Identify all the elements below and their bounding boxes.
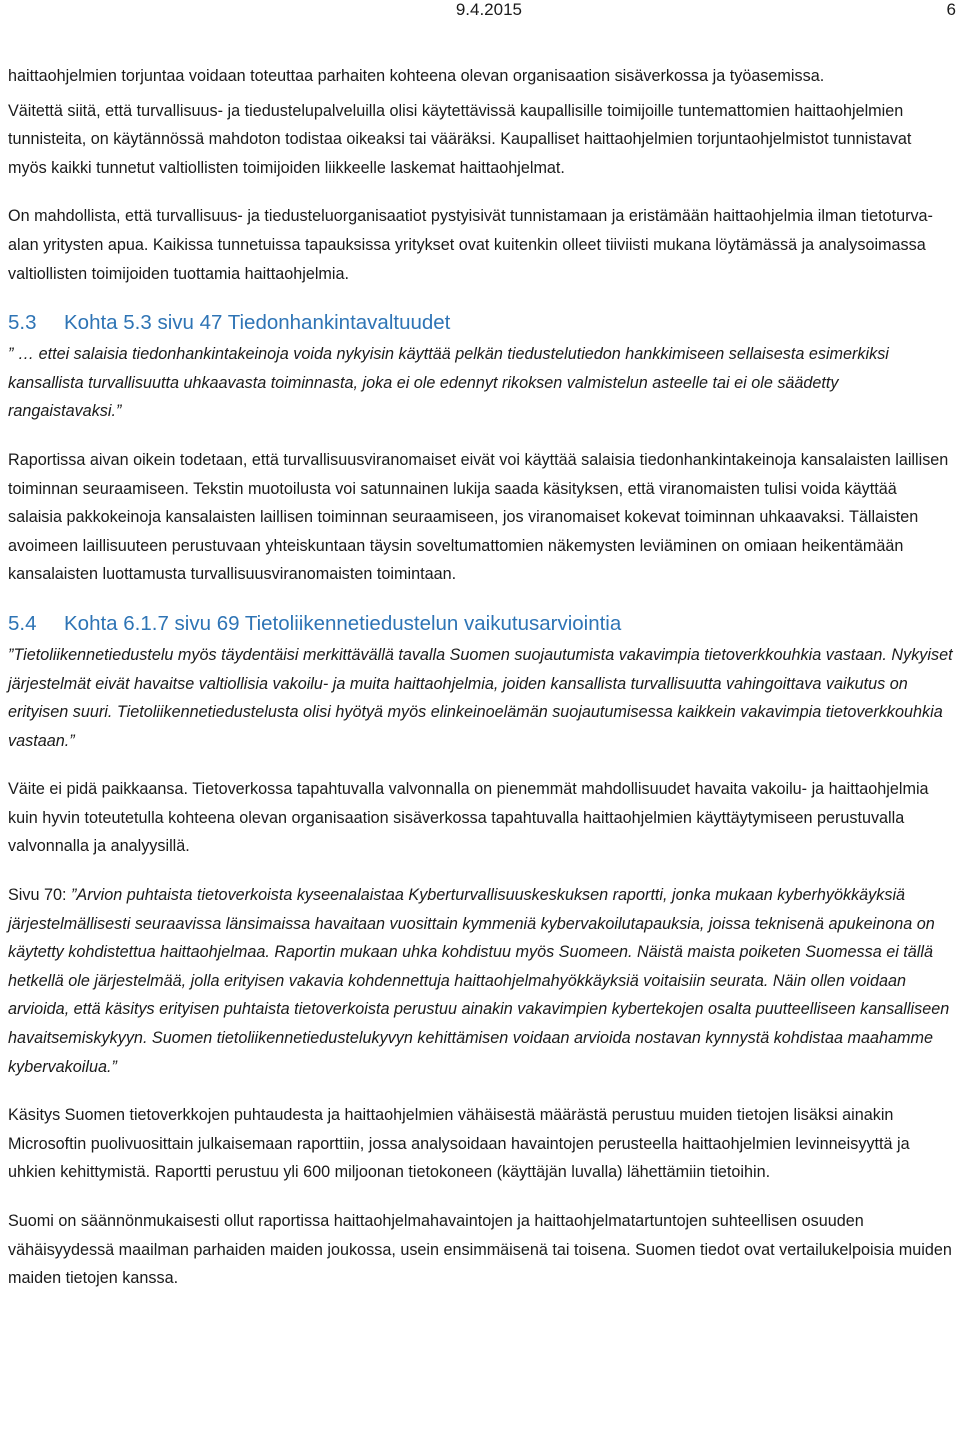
- quote-telecom-intelligence: ”Tietoliikennetiedustelu myös täydentäisi merkittävällä tavalla Suomen suojautumista vakavimpia tietoverkkouhkia vastaan. Nykyiset järjestelmät eivät havaitse valtiollisia vakoilu- ja muita haittaohjelmia, joiden kansallista turvallisuutta vahingoittava vaikutus on erityisen suuri. Tietoliikennetiedustelusta olisi hyötyä myös elinkeinoelämän suojautumisessa kaikkein vakavimpia tietoverkkouhkia vastaan.”: [8, 645, 953, 750]
- quote-page-70: ”Arvion puhtaista tietoverkoista kyseenalaistaa Kyberturvallisuuskeskuksen raportti, jonka mukaan kyberhyökkäyksiä järjestelmällisesti seuraavissa länsimaissa havaitaan vuosittain kymmeniä kybervakoilutapauksia, joissa teknisenä apukeinona on käytetty kohdistettua haittaohjelmaa. Raportin mukaan uhka kohdistuu myös Suomeen. Näistä maista poiketen Suomessa ei tällä hetkellä ole järjestelmää, jolla erityisen vakavia kohdennettuja haittaohjelmahyökkäyksiä voitaisiin seurata. Näin ollen voidaan arvioida, että käsitys erityisen puhtaista tietoverkoista perustuu ainakin vakavimpien kybertekojen osalta puutteelliseen kansalliseen havaitsemiskykyyn. Suomen tietoliikennetiedustelukyvyn kehittämisen voidaan arvioida nostavan kynnystä kohdistaa maahamme kybervakoilua.”: [8, 886, 950, 1076]
- section-number: 5.3: [8, 311, 37, 335]
- section-number: 5.4: [8, 611, 37, 635]
- document-body: [8, 62, 954, 1313]
- paragraph-continuation: haittaohjelmien torjuntaa voidaan toteuttaa parhaiten kohteena olevan organisaation sisäverkossa ja työasemissa.: [8, 67, 825, 85]
- page-reference: Sivu 70:: [8, 886, 71, 905]
- paragraph-microsoft-report: Käsitys Suomen tietoverkkojen puhtaudesta ja haittaohjelmien vähäisestä määrästä perustuu muiden tietojen lisäksi ainakin Microsoftin puolivuosittain julkaisemaan raporttiin, jossa analysoidaan havaintojen perusteella haittaohjelmien levinneisyyttä ja uhkien kehittymistä. Raportti perustuu yli 600 miljoonan tietokoneen (käyttäjän luvalla) lähettämiin tietoihin.: [8, 1106, 910, 1182]
- paragraph-claim-identifiers: Väitettä siitä, että turvallisuus- ja tiedustelupalveluilla olisi käytettävissä kaupallisille toimijoille tuntemattomien haittaohjelmien tunnisteita, on käytännössä mahdoton todistaa oikeaksi tai vääräksi. Kaupalliset haittaohjelmien torjuntaohjelmistot tunnistavat myös kaikki tunnetut valtiollisten toimijoiden liikkeelle laskemat haittaohjelmat.: [8, 101, 912, 177]
- quote-intelligence-gathering: ” … ettei salaisia tiedonhankintakeinoja voida nykyisin käyttää pelkän tiedustelutiedon hankkimiseen sellaisesta esimerkiksi kansallista turvallisuutta uhkaavasta toiminnasta, joka ei ole edennyt rikoksen valmistelun asteelle tai ei ole säädetty rangaistavaksi.”: [8, 345, 889, 421]
- section-title: Kohta 6.1.7 sivu 69 Tietoliikennetiedustelun vaikutusarviointia: [64, 611, 622, 635]
- paragraph-isolation: On mahdollista, että turvallisuus- ja tiedusteluorganisaatiot pystyisivät tunnistamaan ja eristämään haittaohjelmia ilman tietoturva-alan yritysten apua. Kaikissa tunnetuissa tapauksissa yritykset ovat kuitenkin olleet tiiviisti mukana löytämässä ja analysoimassa valtiollisten toimijoiden tuottamia haittaohjelmia.: [8, 207, 933, 283]
- paragraph-finland-ranking: Suomi on säännönmukaisesti ollut raportissa haittaohjelmahavaintojen ja haittaohjelmatartuntojen suhteellisen osuuden vähäisyydessä maailman parhaiden maiden joukossa, usein ensimmäisenä tai toisena. Suomen tiedot ovat vertailukelpoisia muiden maiden tietojen kanssa.: [8, 1212, 952, 1288]
- header-date: 9.4.2015: [455, 0, 522, 19]
- section-heading-5-4: [8, 609, 954, 639]
- paragraph-report-comment: Raportissa aivan oikein todetaan, että turvallisuusviranomaiset eivät voi käyttää salaisia tiedonhankintakeinoja kansalaisten laillisen toiminnan seuraamiseen. Tekstin muotoilusta voi satunnainen lukija saada käsityksen, että viranomaisten tulisi voida käyttää salaisia pakkokeinoja kansalaisten laillisen toiminnan seuraamiseen, jos viranomaiset kokevat toiminnan uhkaavaksi. Tällaisten avoimeen laillisuuteen perustuvaan yhteiskuntaan täysin soveltumattomien näkemysten leviäminen on omiaan heikentämään kansalaisten luottamusta turvallisuusviranomaisten toimintaan.: [8, 450, 949, 584]
- paragraph-claim-rebuttal: Väite ei pidä paikkaansa. Tietoverkossa tapahtuvalla valvonnalla on pienemmät mahdollisuudet havaita vakoilu- ja haittaohjelmia kuin hyvin toteutetulla kohteena olevan organisaation sisäverkossa tapahtuvalla haittaohjelmien käyttäytymiseen perustuvalla valvonnalla ja analyysillä.: [8, 780, 929, 856]
- section-heading-5-3: [8, 308, 954, 338]
- page-header: [0, 0, 960, 22]
- paragraph-page-70: [8, 881, 954, 1081]
- page-number: 6: [946, 0, 956, 19]
- section-title: Kohta 5.3 sivu 47 Tiedonhankintavaltuudet: [64, 311, 451, 335]
